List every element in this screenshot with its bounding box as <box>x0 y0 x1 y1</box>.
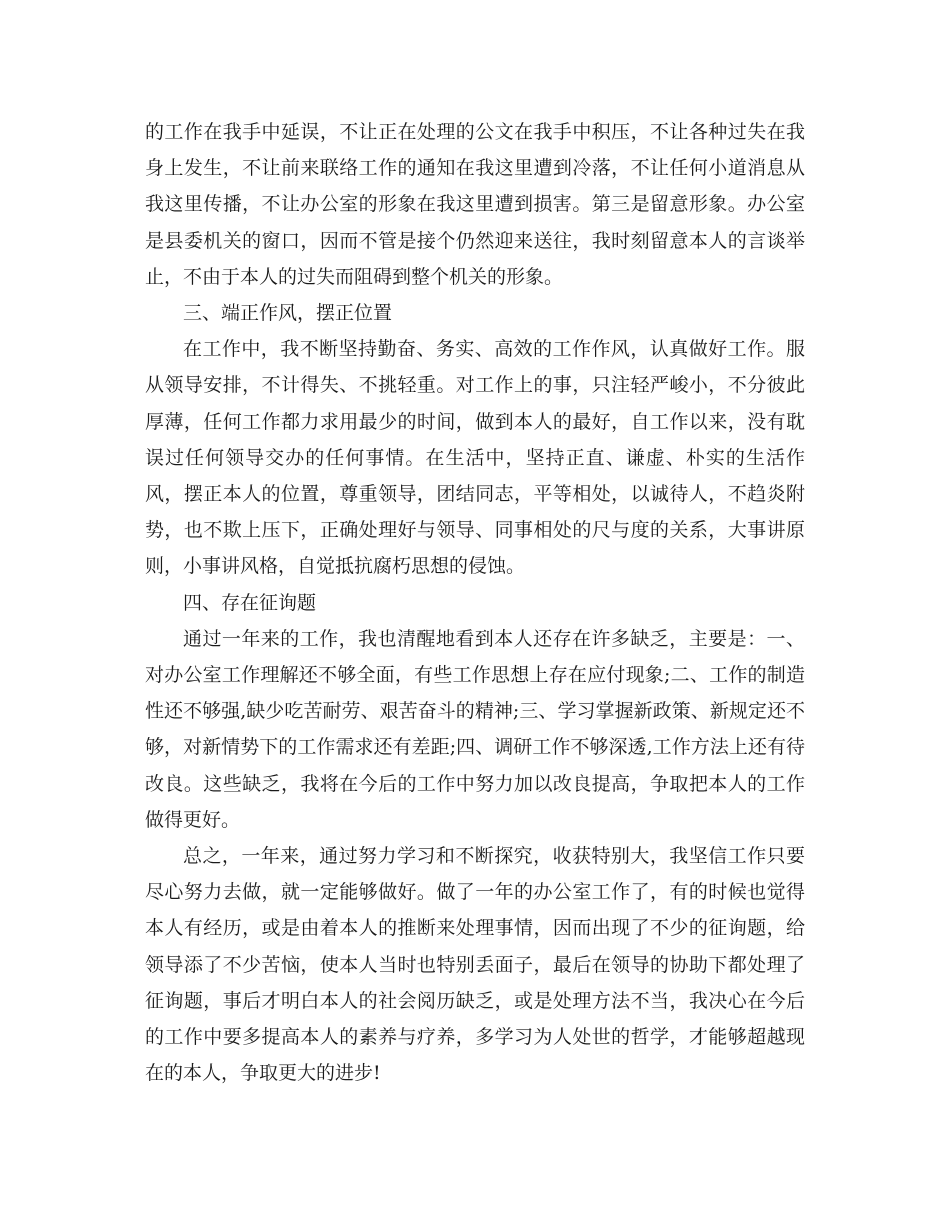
paragraph-work-style: 在工作中，我不断坚持勤奋、务实、高效的工作作风，认真做好工作。服从领导安排，不计得失、不挑轻重。对工作上的事，只注轻严峻小，不分彼此厚薄，任何工作都力求用最少的时间，做到本人的最好，自工作以来，没有耽误过任何领导交办的任何事情。在生活中，坚持正直、谦虚、朴实的生活作风，摆正本人的位置，尊重领导，团结同志，平等相处，以诚待人，不趋炎附势，也不欺上压下，正确处理好与领导、同事相处的尺与度的关系，大事讲原则，小事讲风格，自觉抵抗腐朽思想的侵蚀。 <box>145 338 805 578</box>
paragraph-summary: 总之，一年来，通过努力学习和不断探究，收获特别大，我坚信工作只要尽心努力去做，就一定能够做好。做了一年的办公室工作了，有的时候也觉得本人有经历，或是由着本人的推断来处理事情，因而出现了不少的征询题，给领导添了不少苦恼，使本人当时也特别丢面子，最后在领导的协助下都处理了征询题，事后才明白本人的社会阅历缺乏，或是处理方法不当，我决心在今后的工作中要多提高本人的素养与疗养，多学习为人处世的哲学，才能够超越现在的本人，争取更大的进步! <box>145 845 805 1085</box>
document-body <box>145 114 805 1091</box>
paragraph-continuation: 的工作在我手中延误，不让正在处理的公文在我手中积压，不让各种过失在我身上发生，不让前来联络工作的通知在我这里遭到冷落，不让任何小道消息从我这里传播，不让办公室的形象在我这里遭到损害。第三是留意形象。办公室是县委机关的窗口，因而不管是接个仍然迎来送往，我时刻留意本人的言谈举止，不由于本人的过失而阻碍到整个机关的形象。 <box>145 121 805 288</box>
paragraph-problems: 通过一年来的工作，我也清醒地看到本人还存在许多缺乏，主要是：一、对办公室工作理解还不够全面，有些工作思想上存在应付现象;二、工作的制造性还不够强,缺少吃苦耐劳、艰苦奋斗的精神;三、学习掌握新政策、新规定还不够，对新情势下的工作需求还有差距;四、调研工作不够深透,工作方法上还有待改良。这些缺乏，我将在今后的工作中努力加以改良提高，争取把本人的工作做得更好。 <box>145 627 805 831</box>
section-heading-4: 四、存在征询题 <box>183 591 317 614</box>
section-heading-3: 三、端正作风，摆正位置 <box>183 302 393 325</box>
